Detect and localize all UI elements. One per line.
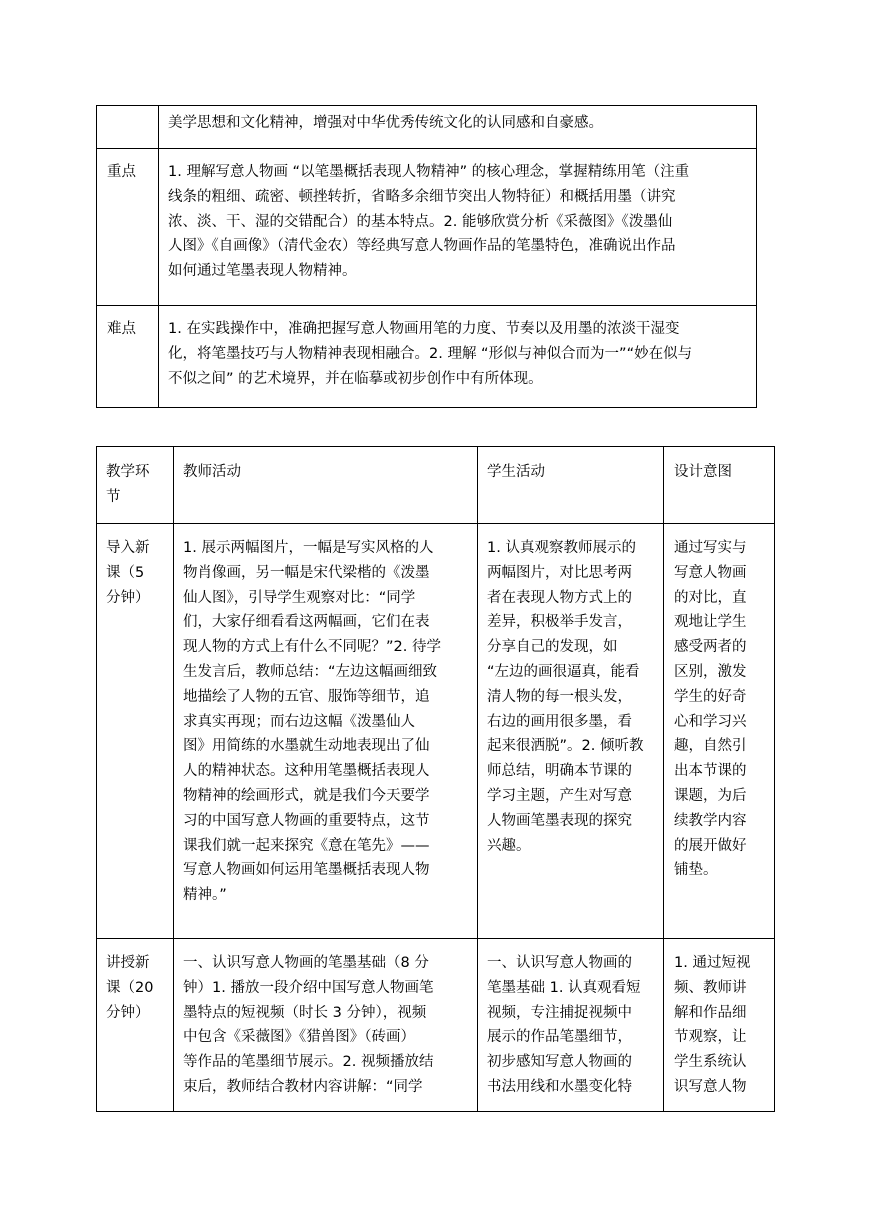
- stage-text: 讲授新 课（20 分钟）: [106, 955, 154, 1021]
- teacher-text: 1. 展示两幅图片，一幅是写实风格的人 物肖像画，另一幅是宋代梁楷的《泼墨 仙人图》，引导学生观察对比：“同学 们，大家仔细看看这两幅画，它们在表 现人物的方式上有什么不同呢？”2. 待学 生发言后，教师总结：“左边这幅画细致 地描绘了人物的五官、服饰等细节，追 求真实再现；而右边这幅《泼墨仙人 图》用简练的水墨就生动地表现出了仙 人的精神状态。这种用笔墨概括表现人 物精神的绘画形式，就是我们今天要学 习的中国写意人物画的重要特点，这节 课我们就一起来探究《意在笔先》—— 写意人物画如何运用笔墨概括表现人物 精神。”: [183, 540, 441, 904]
- header-teacher: 教师活动: [183, 464, 241, 480]
- design-text: 1. 通过短视 频、教师讲 解和作品细 节观察，让 学生系统认 识写意人物: [674, 955, 751, 1095]
- teacher-cell: [174, 524, 478, 939]
- header-teacher-cell: [174, 447, 478, 524]
- row-text-cell: [159, 306, 757, 408]
- design-text: 通过写实与 写意人物画 的对比，直 观地让学生 感受两者的 区别，激发 学生的好奇 心和学习兴 趣，自然引 出本节课的 课题，为后 续教学内容 的展开做好 铺垫。: [674, 540, 747, 879]
- header-stage-cell: [97, 447, 174, 524]
- row-label: 重点: [107, 164, 136, 180]
- row-label-cell: [97, 149, 159, 306]
- table-row: [97, 149, 757, 306]
- row-text: 1. 在实践操作中，准确把握写意人物画用笔的力度、节奏以及用墨的浓淡干湿变 化，将笔墨技巧与人物精神表现相融合。2. 理解 “形似与神似合而为一”“妙在似与 不似之间” 的艺术境界，并在临摹或初步创作中有所体现。: [168, 321, 693, 387]
- row-text-cell: [159, 106, 757, 149]
- row-label-cell: [97, 106, 159, 149]
- student-text: 一、认识写意人物画的 笔墨基础 1. 认真观看短 视频，专注捕捉视频中 展示的作品笔墨细节， 初步感知写意人物画的 书法用线和水墨变化特: [487, 955, 641, 1095]
- student-cell: [478, 524, 664, 939]
- teaching-process-table: [96, 446, 775, 1112]
- row-label: 难点: [107, 321, 136, 337]
- design-cell: [664, 524, 775, 939]
- table-row: [97, 106, 757, 149]
- design-cell: [664, 939, 775, 1112]
- header-design: 设计意图: [674, 464, 732, 480]
- row-text-cell: [159, 149, 757, 306]
- header-stage: 教学环 节: [106, 464, 150, 505]
- stage-cell: [97, 524, 174, 939]
- row-label-cell: [97, 306, 159, 408]
- row-text: 1. 理解写意人物画 “以笔墨概括表现人物精神” 的核心理念，掌握精练用笔（注重 线条的粗细、疏密、顿挫转折，省略多余细节突出人物特征）和概括用墨（讲究 浓、淡、干、湿的交错配合）的基本特点。2. 能够欣赏分析《采薇图》《泼墨仙 人图》《自画像》（清代金农）等经典写意人物画作品的笔墨特色，准确说出作品 如何通过笔墨表现人物精神。: [168, 164, 690, 280]
- teacher-cell: [174, 939, 478, 1112]
- header-row: [97, 447, 775, 524]
- table-row: [97, 306, 757, 408]
- objectives-table: [96, 105, 757, 408]
- stage-text: 导入新 课（5 分钟）: [106, 540, 150, 606]
- teacher-text: 一、认识写意人物画的笔墨基础（8 分 钟）1. 播放一段介绍中国写意人物画笔 墨特点的短视频（时长 3 分钟），视频 中包含《采薇图》《猎兽图》（砖画） 等作品的笔墨细节展示。2. 视频播放结 束后，教师结合教材内容讲解：“同学: [183, 955, 434, 1095]
- row-text: 美学思想和文化精神，增强对中华优秀传统文化的认同感和自豪感。: [168, 115, 603, 131]
- student-cell: [478, 939, 664, 1112]
- header-student-cell: [478, 447, 664, 524]
- row-label: [97, 106, 158, 111]
- student-text: 1. 认真观察教师展示的 两幅图片，对比思考两 者在表现人物方式上的 差异，积极举手发言， 分享自己的发现，如 “左边的画很逼真，能看 清人物的每一根头发， 右边的画用很多墨，看 起来很洒脱”。2. 倾听教 师总结，明确本节课的 学习主题，产生对写意 人物画笔墨表现的探究 兴趣。: [487, 540, 644, 854]
- table-row: [97, 939, 775, 1112]
- table-row: [97, 524, 775, 939]
- header-design-cell: [664, 447, 775, 524]
- header-student: 学生活动: [487, 464, 545, 480]
- stage-cell: [97, 939, 174, 1112]
